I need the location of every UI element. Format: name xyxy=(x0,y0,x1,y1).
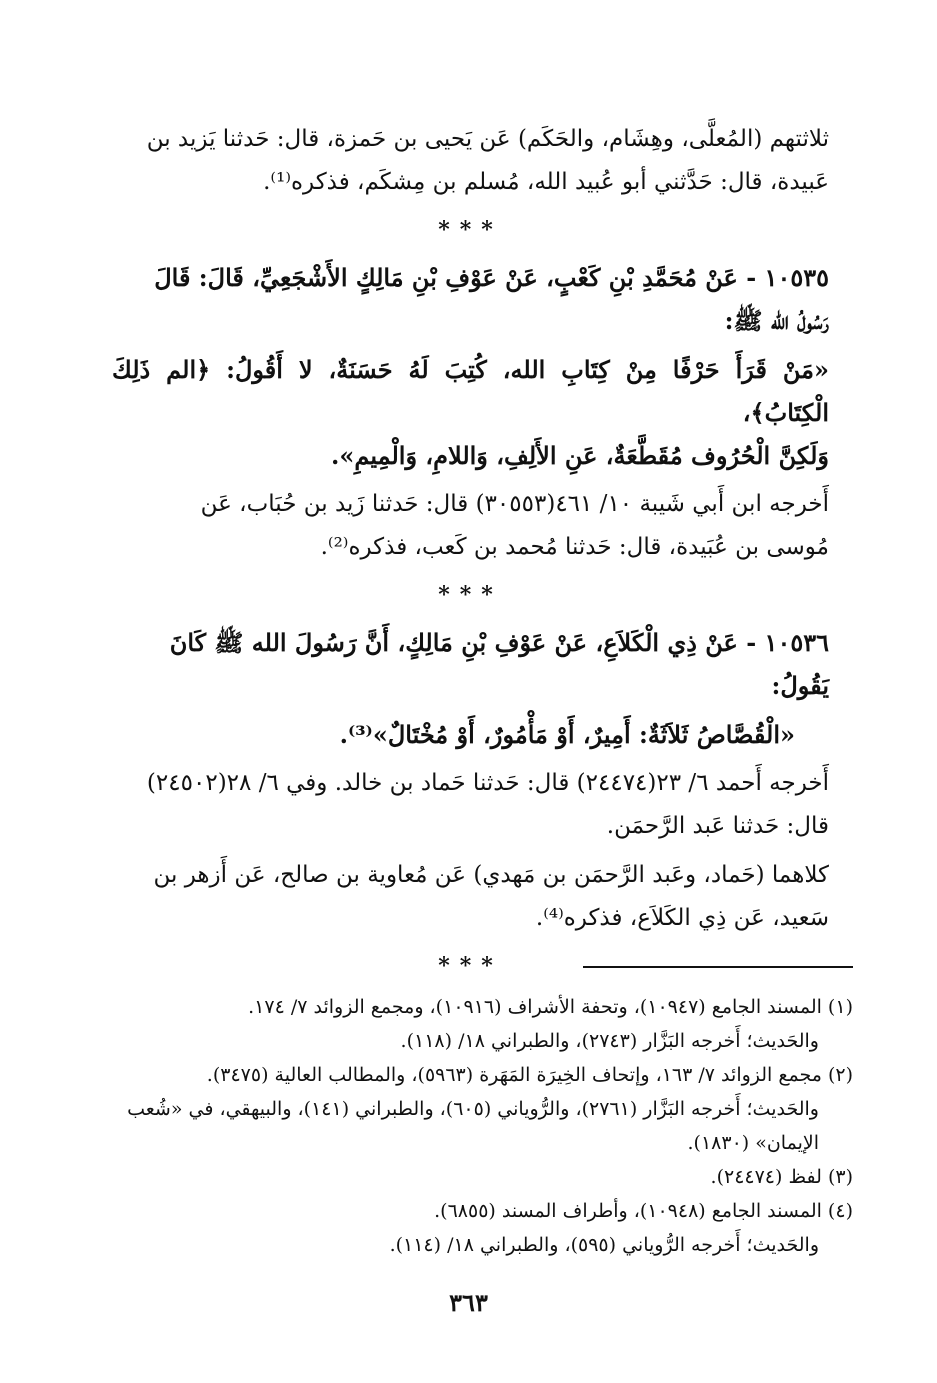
footnote-1-continuation: والحَديث؛ أَخرجه البَزَّار (٢٧٤٣)، والطبراني ١٨/ (١١٨). xyxy=(400,1030,819,1052)
footnote-2-continuation: الإيمان» (١٨٣٠). xyxy=(687,1132,819,1154)
footnote-4-continuation: والحَديث؛ أَخرجه الرُّوياني (٥٩٥)، والطبراني ١٨/ (١١٤). xyxy=(389,1234,819,1256)
footnote-1: (١) المسند الجامع (١٠٩٤٧)، وتحفة الأشراف (١٠٩١٦)، ومجمع الزوائد ٧/ ١٧٤. xyxy=(248,996,853,1018)
intro-line: عَبيدة، قال: حَدَّثني أبو عُبيد الله، مُسلم بن مِشكَم، فذكره⁽¹⁾. xyxy=(263,169,829,195)
hadith-10535-text: وَلَكِنَّ الْحُرُوف مُقَطَّعَةٌ، عَنِ الأَلِفِ، وَاللامِ، وَالْمِيمِ». xyxy=(331,441,829,470)
footnote-2: (٢) مجمع الزوائد ٧/ ١٦٣، وإتحاف الخِيرَة المَهَرة (٥٩٦٣)، والمطالب العالية (٣٤٧٥). xyxy=(206,1064,853,1086)
hadith-10535-takhrij: أَخرجه ابن أَبي شَيبة ١٠/ ٤٦١(٣٠٥٥٣) قال: حَدثنا زَيد بن حُبَاب، عَن xyxy=(200,491,829,517)
hadith-10535-heading: ١٠٥٣٥ - عَنْ مُحَمَّدِ بْنِ كَعْبٍ، عَنْ عَوْفِ بْنِ مَالِكٍ الأَشْجَعِيِّ، قَالَ: قَالَ xyxy=(154,263,829,292)
hadith-10535-text: «مَنْ قَرَأَ حَرْفًا مِنْ كِتَابِ الله، كُتِبَ لَهُ حَسَنَةٌ، لا أَقُولُ: ﴿الم ذَلِكَ الْكِتَابُ﴾، xyxy=(112,355,829,427)
hadith-10536-takhrij: قال: حَدثنا عَبد الرَّحمَن. xyxy=(606,813,829,839)
section-separator: *** xyxy=(438,217,503,243)
main-text xyxy=(112,118,829,992)
footnote-4: (٤) المسند الجامع (١٠٩٤٨)، وأطراف المسند (٦٨٥٥). xyxy=(434,1200,853,1222)
hadith-10536-text: «الْقُصَّاصُ ثَلاَثَةٌ: أَمِيرٌ، أَوْ مَأْمُورٌ، أَوْ مُخْتَالٌ»⁽³⁾. xyxy=(339,720,795,749)
intro-line: ثلاثتهم (المُعلَّى، وهِشَام، والحَكَم) عَن يَحيى بن حَمزة، قال: حَدثنا يَزيد بن xyxy=(146,126,829,152)
footnote-divider xyxy=(583,966,853,968)
page-number: ٣٦٣ xyxy=(449,1288,488,1317)
footnote-3: (٣) لفظ (٢٤٤٧٤). xyxy=(710,1166,853,1188)
hadith-10536-takhrij: أَخرجه أَحمد ٦/ ٢٣(٢٤٤٧٤) قال: حَدثنا حَماد بن خالد. وفي ٦/ ٢٨(٢٤٥٠٢) xyxy=(146,770,829,796)
hadith-10536-heading: ١٠٥٣٦ - عَنْ ذِي الْكَلاَعِ، عَنْ عَوْفِ بْنِ مَالِكٍ، أَنَّ رَسُولَ الله ﷺ كَانَ xyxy=(169,628,829,657)
footnotes xyxy=(110,990,853,1262)
hadith-10536-heading: يَقُولُ: xyxy=(771,671,829,700)
hadith-10535-heading: رَسُولُ الله ﷺ: xyxy=(724,306,829,335)
hadith-10535-takhrij: مُوسى بن عُبَيدة، قال: حَدثنا مُحمد بن كَعب، فذكره⁽²⁾. xyxy=(320,534,829,560)
hadith-10536-takhrij: كلاهما (حَماد، وعَبد الرَّحمَن بن مَهدي) عَن مُعاوية بن صالح، عَن أَزهر بن xyxy=(153,862,829,888)
footnote-2-continuation: والحَديث؛ أَخرجه البَزَّار (٢٧٦١)، والرُّوياني (٦٠٥)، والطبراني (١٤١)، والبيهقي، في «شُعب xyxy=(127,1098,819,1120)
section-separator: *** xyxy=(438,582,503,608)
hadith-10536-takhrij: سَعيد، عَن ذِي الكَلاَع، فذكره⁽⁴⁾. xyxy=(535,905,829,931)
section-separator: *** xyxy=(438,953,503,979)
